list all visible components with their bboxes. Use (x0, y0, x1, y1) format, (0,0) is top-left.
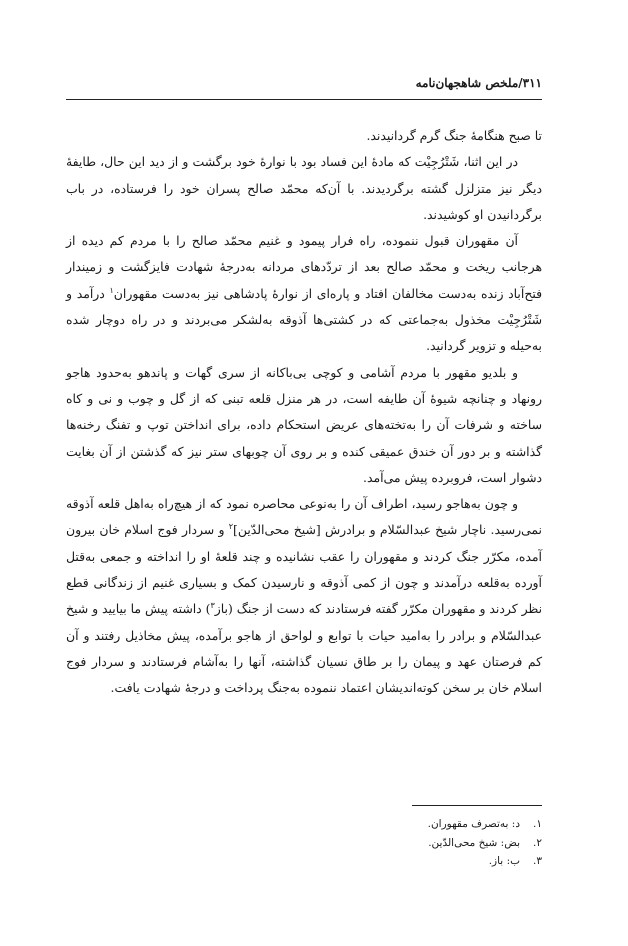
footnote-number: ۱. (533, 818, 542, 830)
paragraph-3-part-2: درآمد و شَتْرُجِیْت مخذول به‌جماعتی که در کشتی‌ها آذوقه به‌لشکر می‌بردند و در راه دوچار شده به‌حیله و تزویر گردانید. (66, 285, 542, 354)
footnote-text: ب: باز. (488, 855, 520, 867)
footnote-ref-3[interactable]: ۳ (210, 601, 215, 611)
footnote-item (330, 834, 542, 853)
paragraph-3-part-1: آن مقهوران قبول ننموده، راه فرار پیمود و غنیم محمّد صالح را با مردم کم دیده از هرجانب ریخت و محمّد صالح بعد از تردّدهای مردانه به‌درجهٔ شهادت فایزگشت و زمیندار فتح‌آباد زنده به‌دست مخالفان افتاد و پاره‌ای از نوارهٔ پادشاهی نیز به‌دست مقهوران (66, 233, 542, 301)
body-text (66, 123, 542, 702)
footnote-item (330, 815, 542, 834)
running-header: ۳۱۱/ملخص شاهجهان‌نامه (415, 76, 542, 90)
footnote-text: بض: شیخ محی‌الدّین. (428, 836, 520, 849)
footnote-rule (412, 805, 542, 806)
paragraph-4: و بلدیو مقهور با مردم آشامی و کوچی بی‌باکانه از سری گهات و پاندهو به‌حدود هاجو رونهاد و چنانچه شیوهٔ آن طایفه است، در هر منزل قلعه تبنی که از گل و چوب و نی و کاه ساخته و شرفات آن را به‌تخته‌های عریض استحکام داده، برای انداختن توپ و تفنگ رخنه‌ها گذاشته و بر دور آن خندق عمیقی کنده و بر روی آن چوبهای ستر نیز که گذشتن از آن بغایت دشوار است، فروبرده پیش می‌آمد. (66, 364, 542, 485)
footnote-ref-1[interactable]: ۱ (109, 285, 114, 295)
paragraph-5-part-1: و چون به‌هاجو رسید، اطراف آن را به‌نوعی محاصره نمود که از هیچ‌راه به‌اهل قلعه آذوقه نمی‌رسید. ناچار شیخ عبدالسّلام و برادرش [شیخ محی‌الدّین] (66, 496, 542, 538)
footnote-number: ۲. (533, 836, 542, 849)
paragraph-1: تا صبح هنگامهٔ جنگ گرم گردانیدند. (366, 128, 542, 143)
footnotes (330, 815, 542, 871)
footnote-item (330, 852, 542, 871)
paragraph-3 (66, 228, 542, 359)
paragraph-5 (66, 491, 542, 701)
footnote-number: ۳. (533, 855, 542, 867)
footnote-ref-2[interactable]: ۲ (228, 522, 234, 532)
paragraph-2: در این اثنا، شَتْرُجِیْت که مادهٔ این فساد بود با نوارهٔ خود برگشت و از دید این حال، طایفهٔ دیگر نیز متزلزل گشته برگردیدند. با آن‌که محمّد صالح پسران خود را فرستاده، در باب برگردانیدن او کوشیدند. (66, 154, 542, 222)
header-rule (66, 99, 542, 100)
paragraph-5-part-3: ) داشته پیش ما بیایید و شیخ عبدالسّلام و برادر را به‌امید حیات با توابع و لواحق از هاجو برآمده، پیش مخاذیل رفتند و آن کم فرصتان عهد و پیمان را بر طاق نسیان گذاشته، آنها را به‌آشام فرستادند و سردار فوج اسلام خان بر سخن کوته‌اندیشان اعتماد ننموده به‌جنگ پرداخت و درجهٔ شهادت یافت. (66, 601, 542, 696)
paragraph-5-part-2: و سردار فوج اسلام خان بیرون آمده، مکرّر جنگ کردند و مقهوران را عقب نشانیده و چند قلعهٔ او را انداخته و جمعی به‌قتل آورده به‌قلعه درآمدند و چون از کمی آذوقه و نارسیدن کمک و بسیاری غنیم از زندگانی قطع نظر کردند و مقهوران مکرّر گفته فرستادند که دست از جنگ (باز (66, 522, 543, 617)
footnote-text: د: به‌تصرف مقهوران. (427, 818, 520, 830)
